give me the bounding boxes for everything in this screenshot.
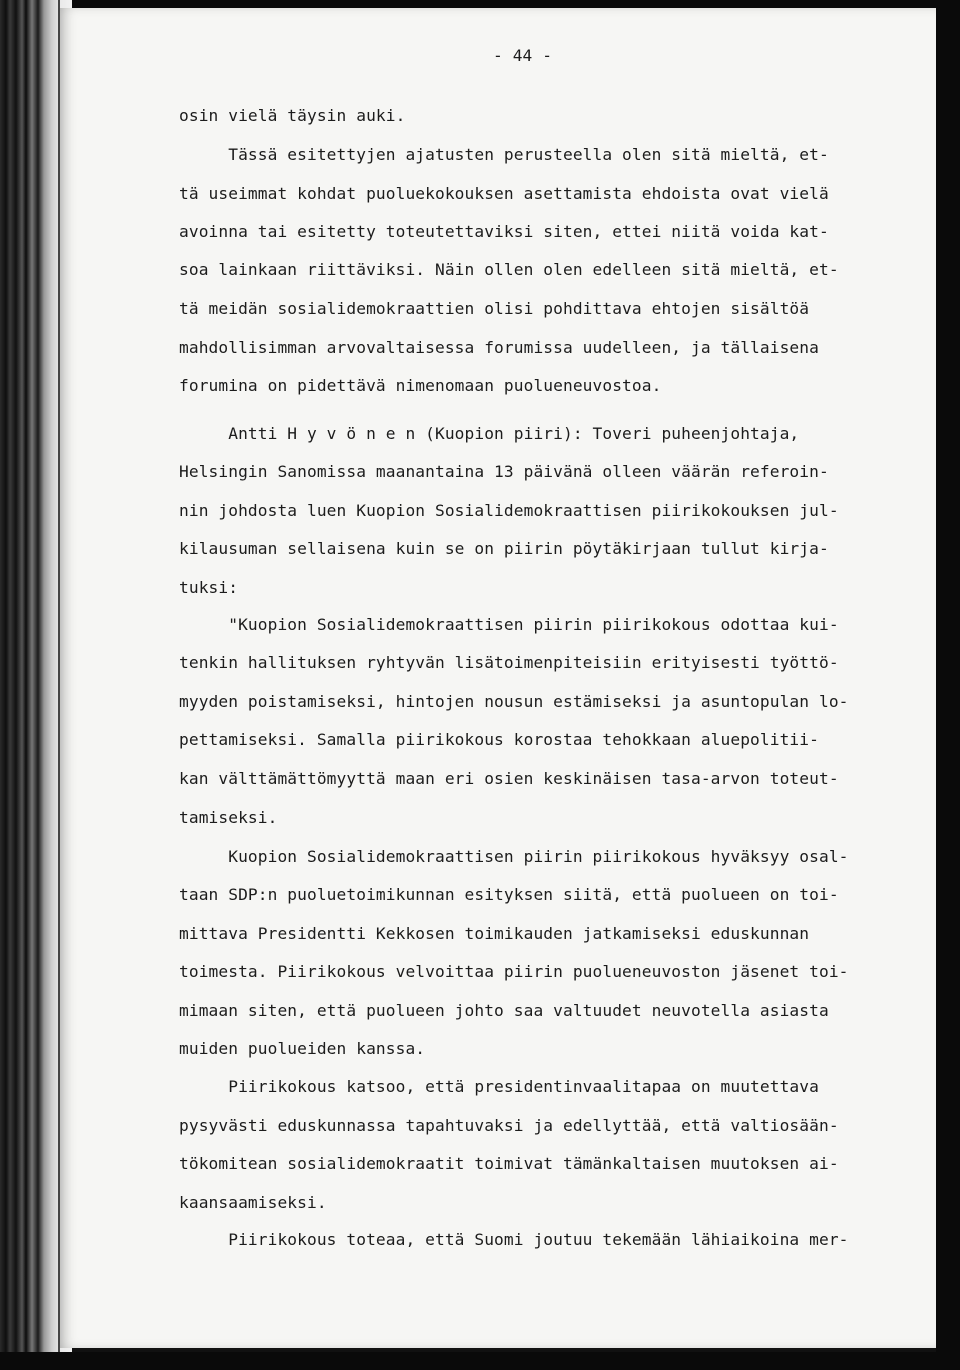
text-line: tamiseksi.: [179, 808, 278, 827]
text-line: pysyvästi eduskunnassa tapahtuvaksi ja edellyttää, että valtiosään-: [179, 1116, 839, 1135]
text-line: soa lainkaan riittäviksi. Näin ollen olen edelleen sitä mieltä, et-: [179, 260, 839, 279]
text-line: mittava Presidentti Kekkosen toimikauden jatkamiseksi eduskunnan: [179, 924, 810, 943]
paper-sheet: [60, 8, 936, 1348]
scan-bottom-border: [0, 1352, 960, 1370]
scan-right-border: [936, 0, 960, 1370]
text-line: toimesta. Piirikokous velvoittaa piirin puolueneuvoston jäsenet toi-: [179, 962, 849, 981]
text-line: tä useimmat kohdat puoluekokouksen asettamista ehdoista ovat vielä: [179, 184, 829, 203]
scan-top-border: [0, 0, 960, 8]
text-line: forumina on pidettävä nimenomaan puolueneuvostoa.: [179, 376, 662, 395]
text-line: Piirikokous katsoo, että presidentinvaalitapaa on muutettava: [179, 1077, 819, 1096]
text-line: Antti H y v ö n e n (Kuopion piiri): Toveri puheenjohtaja,: [179, 424, 800, 443]
text-line: "Kuopion Sosialidemokraattisen piirin piirikokous odottaa kui-: [179, 615, 839, 634]
text-line: Kuopion Sosialidemokraattisen piirin piirikokous hyväksyy osal-: [179, 847, 849, 866]
text-line: myyden poistamiseksi, hintojen nousun estämiseksi ja asuntopulan lo-: [179, 692, 849, 711]
text-line: avoinna tai esitetty toteutettaviksi siten, ettei niitä voida kat-: [179, 222, 829, 241]
text-line: tenkin hallituksen ryhtyvän lisätoimenpiteisiin erityisesti työttö-: [179, 653, 839, 672]
text-line: taan SDP:n puoluetoimikunnan esityksen siitä, että puolueen on toi-: [179, 885, 839, 904]
text-line: tuksi:: [179, 578, 239, 597]
text-line: Piirikokous toteaa, että Suomi joutuu tekemään lähiaikoina mer-: [179, 1230, 849, 1249]
text-line: Tässä esitettyjen ajatusten perusteella olen sitä mieltä, et-: [179, 145, 829, 164]
text-line: kan välttämättömyyttä maan eri osien keskinäisen tasa-arvon toteut-: [179, 769, 839, 788]
text-line: kilausuman sellaisena kuin se on piirin pöytäkirjaan tullut kirja-: [179, 539, 829, 558]
text-line: kaansaamiseksi.: [179, 1193, 327, 1212]
text-line: muiden puolueiden kanssa.: [179, 1039, 426, 1058]
text-line: tä meidän sosialidemokraattien olisi pohdittava ehtojen sisältöä: [179, 299, 810, 318]
text-line: pettamiseksi. Samalla piirikokous korostaa tehokkaan aluepolitii-: [179, 730, 819, 749]
text-line: mahdollisimman arvovaltaisessa forumissa uudelleen, ja tällaisena: [179, 338, 819, 357]
text-line: tökomitean sosialidemokraatit toimivat tämänkaltaisen muutoksen ai-: [179, 1154, 839, 1173]
page-edge: [58, 0, 60, 1370]
page-number: - 44 -: [493, 46, 553, 65]
text-line: nin johdosta luen Kuopion Sosialidemokraattisen piirikokouksen jul-: [179, 501, 839, 520]
text-line: Helsingin Sanomissa maanantaina 13 päivänä olleen väärän referoin-: [179, 462, 829, 481]
text-line: mimaan siten, että puolueen johto saa valtuudet neuvotella asiasta: [179, 1001, 829, 1020]
text-line: osin vielä täysin auki.: [179, 106, 406, 125]
